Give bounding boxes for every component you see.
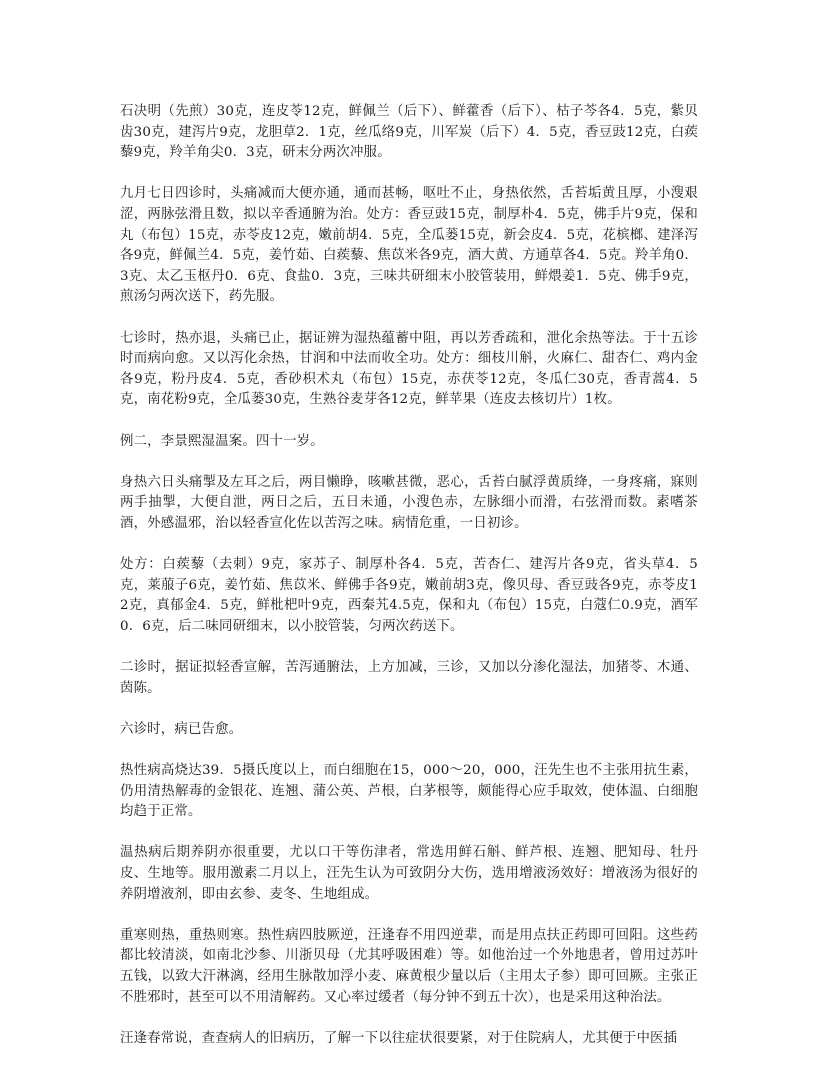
paragraph-second-visit: 二诊时，据证拟轻香宣解，苦泻通腑法，上方加减，三诊，又加以分渗化湿法，加猪苓、木通、茵陈。 [120,660,698,696]
paragraph-case-two-heading: 例二，李景熙湿温案。四十一岁。 [120,433,324,449]
paragraph-case-two-prescription: 处方：白蒺藜（去刺）9克，家苏子、制厚朴各4．5克，苦杏仁、建泻片各9克，省头草4．5克，莱菔子6克，姜竹茹、焦苡米、鲜佛手各9克，嫩前胡3克，像贝母、香豆豉各9克，赤苓皮12克，真郁金4．5克，鲜枇杷叶9克，西秦艽4.5克，保和丸（布包）15克，白蔻仁0.9克，酒军0．6克，后二味同研细末，以小胶管装，匀两次药送下。 [120,557,698,634]
paragraph-nourishing-yin: 温热病后期养阴亦很重要，尤以口干等伤津者，常选用鲜石斛、鲜芦根、连翘、肥知母、牡丹皮、生地等。服用激素二月以上，汪先生认为可致阴分大伤，选用增液汤效好：增液汤为很好的养阴增液剂，即由玄参、麦冬、生地组成。 [120,845,698,902]
paragraph-fever-antibiotics: 热性病高烧达39．5摄氏度以上，而白细胞在15，000～20，000，汪先生也不主张用抗生素，仍用清热解毒的金银花、连翘、蒲公英、芦根，白茅根等，颇能得心应手取效，使体温、白细胞均趋于正常。 [120,763,698,820]
document-page [120,102,698,1070]
paragraph-seventh-visit: 七诊时，热亦退，头痛已止，据证辨为湿热蕴蓄中阻，再以芳香疏和，泄化余热等法。于十五诊时而病向愈。又以泻化余热，甘润和中法而收全功。处方：细枝川斛，火麻仁、甜杏仁、鸡内金各9克，粉丹皮4．5克，香砂枳术丸（布包）15克，赤茯苓12克，冬瓜仁30克，香青蒿4．5克，南花粉9克，全瓜蒌30克，生熟谷麦芽各12克，鲜苹果（连皮去核切片）1枚。 [120,330,698,408]
paragraph-fourth-visit: 九月七日四诊时，头痛减而大便亦通，通而甚畅，呕吐不止，身热依然，舌苔垢黄且厚，小溲艰涩，两脉弦滑且数，拟以辛香通腑为治。处方：香豆豉15克，制厚朴4．5克，佛手片9克，保和丸（布包）15克，赤苓皮12克，嫩前胡4．5克，全瓜蒌15克，新会皮4．5克，花槟榔、建泽泻各9克，鲜佩兰4．5克，姜竹茹、白蒺藜、焦苡米各9克，酒大黄、方通草各4．5克。羚羊角0．3克、太乙玉枢丹0．6克、食盐0．3克，三味共研细末小胶管装用，鲜煨姜1．5克、佛手9克，煎汤匀两次送下，药先服。 [120,186,698,305]
paragraph-cold-heat: 重寒则热，重热则寒。热性病四肢厥逆，汪逢春不用四逆辈，而是用点扶正药即可回阳。这些药都比较清淡，如南北沙参、川浙贝母（尤其呼吸困难）等。如他治过一个外地患者，曾用过苏叶五钱，以致大汗淋漓，经用生脉散加浮小麦、麻黄根少量以后（主用太子参）即可回厥。主张正不胜邪时，甚至可以不用清解药。又心率过缓者（每分钟不到五十次），也是采用这种治法。 [120,927,698,1005]
paragraph-prescription-continued: 石决明（先煎）30克，连皮苓12克，鲜佩兰（后下）、鲜藿香（后下）、枯子芩各4．5克，紫贝齿30克，建泻片9克，龙胆草2．1克，丝瓜络9克，川军炭（后下）4．5克，香豆豉12克，白蒺藜9克，羚羊角尖0．3克，研末分两次冲服。 [120,104,698,161]
paragraph-medical-history: 汪逢春常说，查查病人的旧病历，了解一下以往症状很要紧，对于住院病人，尤其便于中医插 [120,1030,678,1046]
paragraph-sixth-visit: 六诊时，病已告愈。 [120,721,243,737]
paragraph-case-two-symptoms: 身热六日头痛掣及左耳之后，两目懒睁，咳嗽甚微，恶心，舌苔白腻浮黄质绛，一身疼痛，寐则两手抽掣，大便自泄，两日之后，五日未通，小溲色赤，左脉细小而滑，右弦滑而数。素嗜茶酒，外感温邪，治以轻香宣化佐以苦泻之味。病情危重，一日初诊。 [120,474,698,531]
